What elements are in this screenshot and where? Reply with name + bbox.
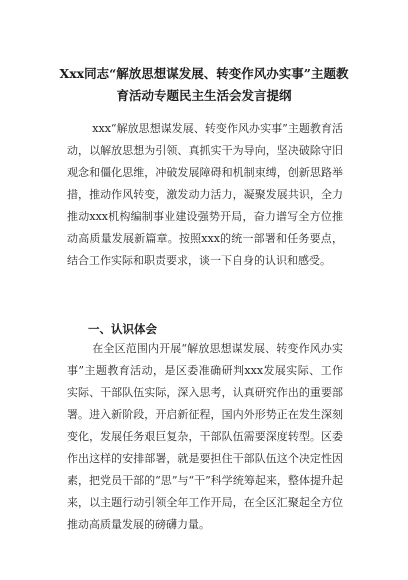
section-heading: 一、认识体会 [88,322,157,336]
document-title: Xxx同志“解放思想谋发展、转变作风办实事”主题教育活动专题民主生活会发言提纲 [59,66,349,103]
section-paragraph: 在全区范围内开展“解放思想谋发展、转变作风办实事”主题教育活动，是区委准确研判xxx发展实际、工作实际、干部队伍实际，深入思考，认真研究作出的重要部署。进入新阶段，开启新征程，国内外形势正在发生深刻变化，发展任务艰巨复杂，干部队伍需要深度转型。区委作出这样的安排部署，就是要担住干部队伍这个决定性因素，把党员干部的“思”与“干”科学统筹起来，整体提升起来，以主题行动引领全年工作开局，在全区汇聚起全方位推动高质量发展的磅礴力量。 [67,342,343,531]
intro-paragraph: xxx“解放思想谋发展、转变作风办实事”主题教育活动，以解放思想为引领、真抓实干为导向，坚决破除守旧观念和僵化思维，冲破发展障碍和机制束缚，创新思路举措，推动作风转变，激发动力活力，凝聚发展共识，全力推动xxx机构编制事业建设强势开局，奋力谱写全方位推动高质量发展新篇章。按照xxx的统一部署和任务要点，结合工作实际和职责要求，谈一下自身的认识和感受。 [67,122,343,267]
